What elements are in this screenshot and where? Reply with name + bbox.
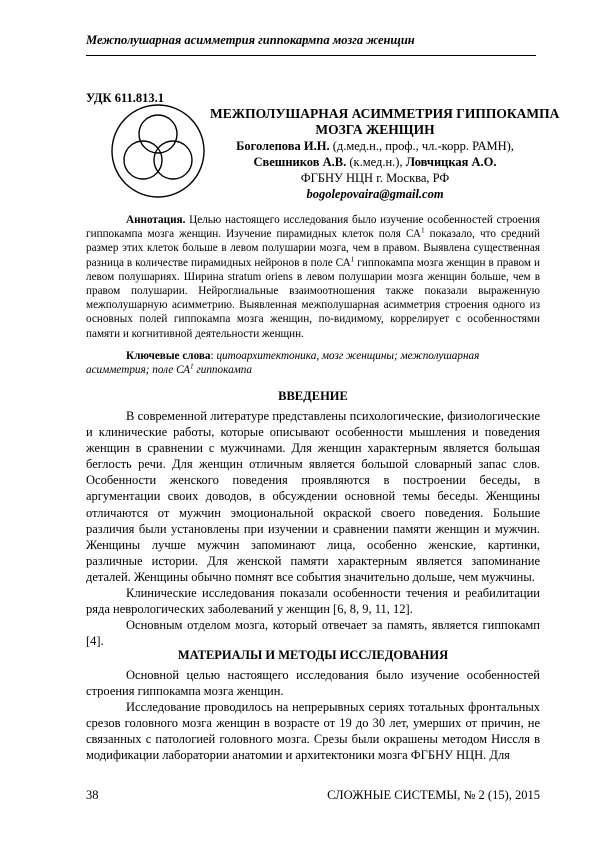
journal-footer: СЛОЖНЫЕ СИСТЕМЫ, № 2 (15), 2015 bbox=[327, 788, 540, 802]
keywords-text-part: цитоархитектоника, мозг женщины; межполушарная асимметрия; поле СА bbox=[86, 350, 480, 376]
author-degree: (д.мед.н., проф., чл.-корр. РАМН), bbox=[329, 139, 514, 153]
superscript: 1 bbox=[350, 254, 355, 263]
section-heading-introduction: ВВЕДЕНИЕ bbox=[278, 389, 348, 403]
section-heading-methods: МАТЕРИАЛЫ И МЕТОДЫ ИССЛЕДОВАНИЯ bbox=[177, 648, 449, 662]
paragraph: Основной целью настоящего исследования было изучение особенностей строения гиппокампа мозга женщин. bbox=[86, 668, 540, 699]
abstract-text: показало, что средний размер этих клеток больше в левом полушарии мозга, чем в правом. Выявлена существенная разница в количестве пирамидных нейронов в поле СА bbox=[86, 228, 541, 269]
author-name: Боголепова И.Н. bbox=[236, 139, 330, 153]
article-title-line-1: МЕЖПОЛУШАРНАЯ АСИММЕТРИЯ ГИППОКАМПА bbox=[210, 106, 560, 121]
running-header: Межполушарная асимметрия гиппокармпа мозга женщин bbox=[86, 33, 415, 47]
title-block bbox=[210, 106, 560, 202]
keywords bbox=[86, 349, 540, 377]
udk-code: УДК 611.813.1 bbox=[86, 91, 165, 105]
affiliation: ФГБНУ НЦН г. Москва, РФ bbox=[300, 171, 450, 185]
keywords-label: Ключевые слова bbox=[126, 350, 211, 362]
author-name: Ловчицкая А.О. bbox=[405, 155, 497, 169]
paragraph: В современной литературе представлены психологические, физиологические и клинические работы, которые описывают особенности мышления и поведения женщин в сравнении с мужчинами. Для женщин характерным является большая беглость речи. Для женщин отличным является большой словарный запас слов. Особенности женского поведения проявляются в построении беседы, в аргументации своих доводов, в обсуждении основной темы беседы. Женщины отличаются от мужчин эмоциональной окраской своего поведения. Большие различия были установлены при изучении и сравнении памяти женщин и мужчин. Женщины лучше мужчин запоминают лица, особенно женские, картинки, различные истории. Для женской памяти характерным является запоминание деталей. Женщины обычно помнят все события значительно дольше, чем мужчины. bbox=[86, 409, 540, 584]
superscript: 1 bbox=[420, 226, 425, 235]
abstract-label: Аннотация. bbox=[126, 214, 186, 226]
author-name: Свешников А.В. bbox=[253, 155, 347, 169]
header-rule bbox=[86, 55, 536, 56]
superscript: 1 bbox=[189, 362, 194, 371]
abstract-paragraph bbox=[86, 213, 540, 341]
paragraph: Клинические исследования показали особенности течения и реабилитации ряда неврологических заболеваний у женщин [6, 8, 9, 11, 12]. bbox=[86, 586, 540, 617]
paragraph: Основным отделом мозга, который отвечает за память, является гиппокамп [4]. bbox=[86, 618, 540, 649]
abstract bbox=[86, 213, 540, 341]
keywords-colon: : bbox=[210, 350, 217, 362]
page-number: 38 bbox=[86, 788, 99, 802]
methods-body bbox=[86, 667, 540, 764]
paragraph: Исследование проводилось на непрерывных сериях тотальных фронтальных срезов головного мозга женщин в возрасте от 19 до 30 лет, умерших от причин, не связанных с патологией головного мозга. Срезы были окрашены методом Ниссля в модификации лаборатории анатомии и архитектоники мозга ФГБНУ НЦН. Для bbox=[86, 700, 540, 763]
introduction-body bbox=[86, 408, 540, 649]
author-email[interactable]: bogolepovaira@gmail.com bbox=[306, 187, 444, 201]
interlocking-circles-logo-icon bbox=[110, 103, 206, 199]
keywords-text-part: гиппокампа bbox=[193, 364, 252, 376]
article-title-line-2: МОЗГА ЖЕНЩИН bbox=[315, 122, 435, 137]
author-line-1 bbox=[210, 138, 540, 154]
author-line-2 bbox=[210, 154, 540, 170]
abstract-text: гиппокампа мозга женщин в правом и левом полушариях. Ширина stratum oriens в левом полушарии мозга женщин больше, чем в правом полушарии. Нейроглиальные взаимоотношения также показали выраженную межполушарную асимметрию. Выявленная межполушарная асимметрия строения одного из основных полей гиппокампа мозга женщин, по-видимому, коррелирует с особенностями памяти и когнитивной деятельности женщин. bbox=[86, 256, 540, 340]
author-degree: (к.мед.н.), bbox=[346, 155, 406, 169]
abstract-text: Целью настоящего исследования было изучение особенностей строения гиппокампа мозга женщин. Изучение пирамидных клеток поля СА bbox=[86, 214, 540, 241]
